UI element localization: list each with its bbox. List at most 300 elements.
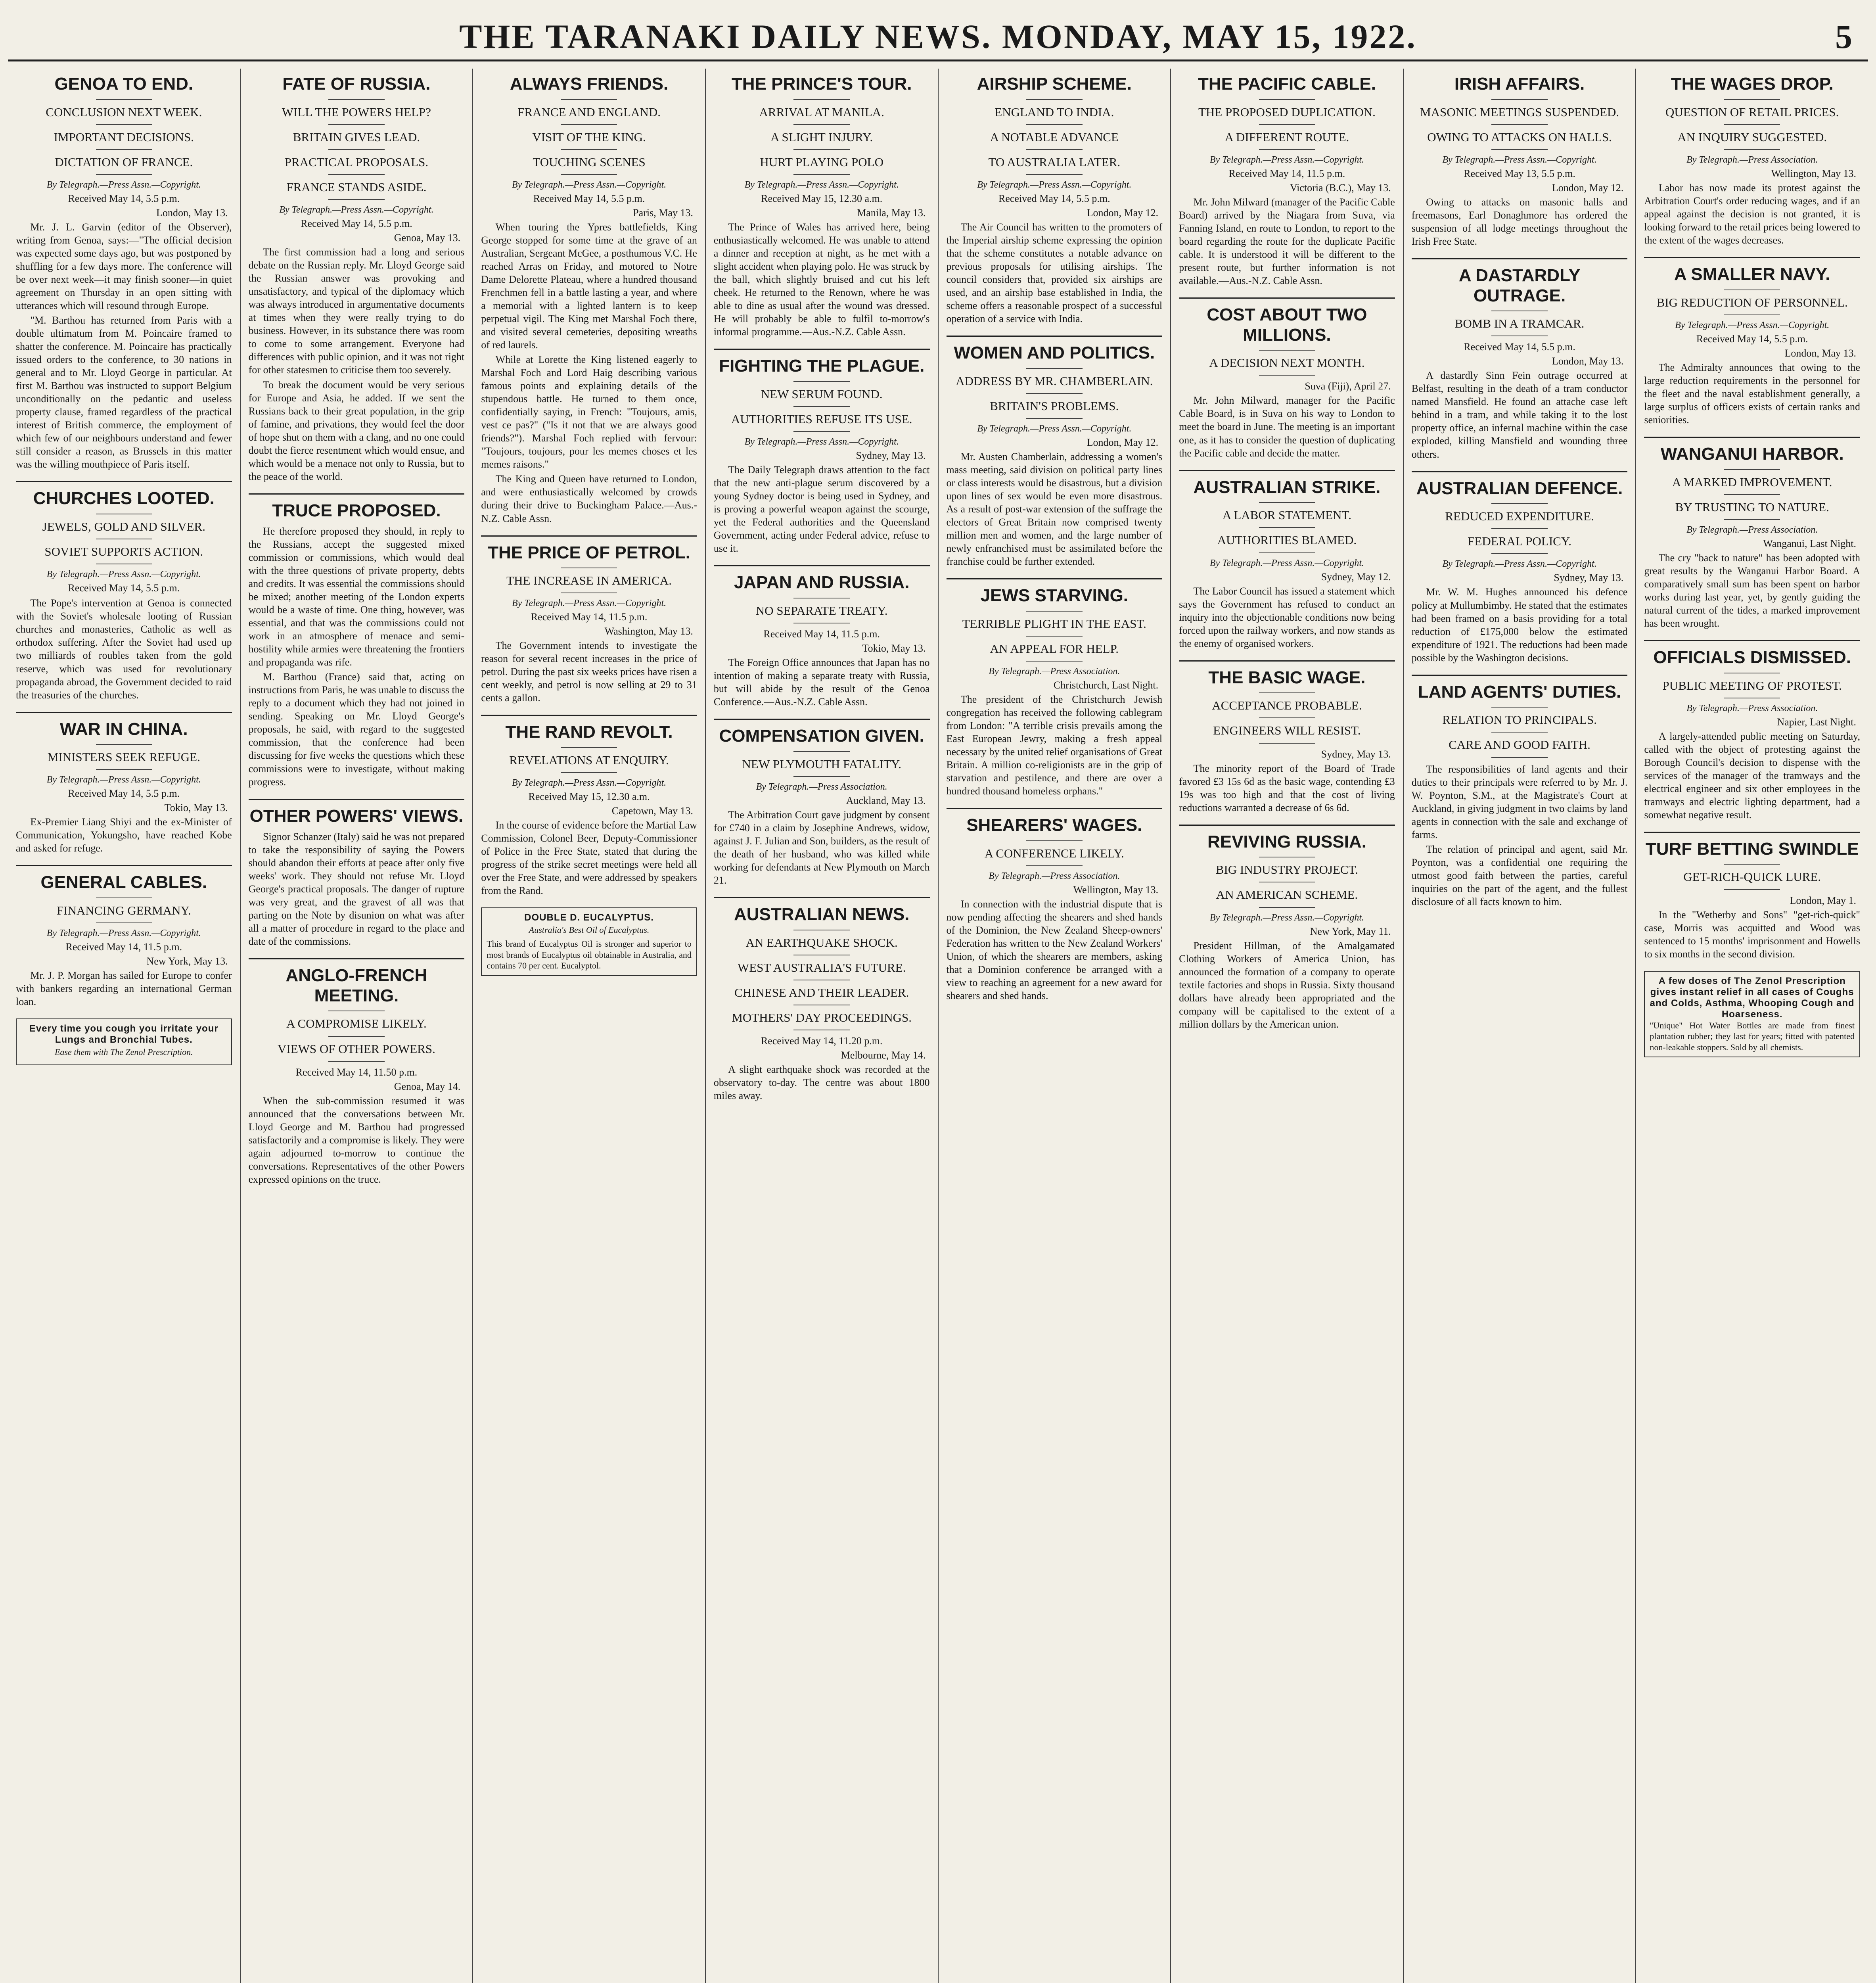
article-byline: By Telegraph.—Press Assn.—Copyright. xyxy=(1209,558,1364,568)
article-paragraph: Mr. John Milward, manager for the Pacific Cable Board, is in Suva on his way to London to meet the board in June. The meeting is an important one, as it has to consider the question of duplicating the Pacific cable and decide the matter. xyxy=(1179,395,1395,459)
article-headline: JAPAN AND RUSSIA. xyxy=(734,573,910,593)
article-received-time: Received May 14, 11.5 p.m. xyxy=(1228,167,1345,179)
article-paragraph: The Government intends to investigate the reason for several recent increases in the price of petrol. During the past six weeks prices have risen a cent weekly, and petrol is now selling at 29 to 31 cents a gallon. xyxy=(481,640,697,704)
article xyxy=(1179,74,1395,287)
article-headline: COST ABOUT TWO MILLIONS. xyxy=(1207,305,1367,345)
article xyxy=(714,74,930,338)
deck-rule xyxy=(328,174,385,175)
article-subheadline: WILL THE POWERS HELP? xyxy=(282,105,431,119)
deck-rule xyxy=(793,431,850,432)
article-dateline: New York, May 11. xyxy=(1310,925,1391,937)
deck-rule xyxy=(561,747,617,748)
article-divider xyxy=(1412,675,1628,676)
deck-rule xyxy=(1259,717,1315,718)
article-dateline: Napier, Last Night. xyxy=(1777,716,1856,728)
article xyxy=(249,799,465,948)
deck-rule xyxy=(1724,519,1780,520)
article-received-time: Received May 14, 5.5 p.m. xyxy=(68,193,180,205)
article-headline: TURF BETTING SWINDLE xyxy=(1645,839,1859,859)
article-divider xyxy=(1644,257,1860,258)
article-paragraph: He therefore proposed they should, in reply to the Russians, accept the suggested mixed commission or commissions, which would deal with the three questions of private property, debts and credits. It was essential the commissions should be mixed; another meeting of the London experts would be a waste of time. One thing, however, was essential, and that was the commissions could not work in an atmosphere of menace and semi-hostility while armies were threatening the frontiers and propaganda was rife. xyxy=(248,525,465,668)
deck-rule xyxy=(793,174,850,175)
article-headline: ALWAYS FRIENDS. xyxy=(510,74,669,94)
article-paragraph: A largely-attended public meeting on Saturday, called with the object of protesting against the Borough Council's decision to dispense with the services of the manager of the tramways and the electrical engineer and six other employees in the tramways and electric lighting department, had a somewhat negative result. xyxy=(1644,730,1860,821)
deck-rule xyxy=(1259,375,1315,376)
article-headline: THE PACIFIC CABLE. xyxy=(1198,74,1376,94)
article-headline: FIGHTING THE PLAGUE. xyxy=(719,356,925,376)
deck-rule xyxy=(96,149,152,150)
article-byline: By Telegraph.—Press Assn.—Copyright. xyxy=(1442,154,1597,165)
article-dateline: Manila, May 13. xyxy=(857,207,926,219)
article-headline: AUSTRALIAN STRIKE. xyxy=(1193,477,1381,497)
deck-rule xyxy=(1259,743,1315,744)
article-paragraph: Mr. J. L. Garvin (editor of the Observer), writing from Genoa, says:—"The official decision was expected some days ago, but was postponed by shuffling for a few days more. The conference will be over next week—it may finish sooner—in quiet agreement on Thursday in an open sitting with utterances which will resound through Europe. xyxy=(16,221,232,312)
article-subheadline: A DIFFERENT ROUTE. xyxy=(1224,130,1349,144)
article-byline: By Telegraph.—Press Association. xyxy=(1686,524,1818,535)
article xyxy=(16,865,232,1008)
article-divider xyxy=(481,535,697,537)
article-headline: ANGLO-FRENCH MEETING. xyxy=(286,966,427,1005)
article-headline: THE PRINCE'S TOUR. xyxy=(731,74,912,94)
article-subheadline: ENGLAND TO INDIA. xyxy=(995,105,1114,119)
article-paragraph: When touring the Ypres battlefields, King George stopped for some time at the grave of an Australian, Sergeant McGee, a posthumous V.C. He reached Arras on Friday, and motored to Notre Dame Delorette Plateau, where a hundred thousand Frenchmen fell in a battle lasting a year, and where a memorial with a lighted lantern is to keep perpetual vigil. The King met Marshal Foch there, and visited several cemeteries, depositing wreaths of red laurels. xyxy=(481,221,697,351)
article-headline: TRUCE PROPOSED. xyxy=(272,501,441,520)
article-headline: OFFICIALS DISMISSED. xyxy=(1653,647,1851,667)
article-dateline: Genoa, May 14. xyxy=(394,1080,461,1092)
article-dateline: Christchurch, Last Night. xyxy=(1053,679,1159,691)
deck-rule xyxy=(1491,503,1548,504)
article-byline: By Telegraph.—Press Assn.—Copyright. xyxy=(744,437,899,447)
article-divider xyxy=(947,336,1163,337)
article-paragraph: M. Barthou (France) said that, acting on instructions from Paris, he was unable to discuss the reply to a document which they had not joined in sending. Speaking on Mr. Lloyd George's proposals, he said, with regard to the suggested commission, that the conference had been discussing for five weeks the questions which these commissions were to investigate, without making progress. xyxy=(248,671,465,788)
article-divider xyxy=(947,578,1163,579)
article-headline: COMPENSATION GIVEN. xyxy=(719,726,924,746)
deck-rule xyxy=(96,922,152,923)
article-subheadline: BOMB IN A TRAMCAR. xyxy=(1454,316,1585,331)
article-divider xyxy=(1644,437,1860,438)
article-byline: By Telegraph.—Press Assn.—Copyright. xyxy=(1209,912,1364,923)
deck-rule xyxy=(793,776,850,777)
article-subheadline: PRACTICAL PROPOSALS. xyxy=(284,155,429,169)
article-divider xyxy=(1179,470,1395,471)
article-paragraph: The Daily Telegraph draws attention to the fact that the new anti-plague serum discovered by a young Sydney doctor is being used in Sydney, and is proving a powerful weapon against the scourge, yet the Federal authorities and the Queensland Government, acting under Federal advice, refuse to use it. xyxy=(713,464,930,554)
article-subheadline: VISIT OF THE KING. xyxy=(532,130,646,144)
article-subheadline: BY TRUSTING TO NATURE. xyxy=(1675,500,1829,514)
article-dateline: Tokio, May 13. xyxy=(164,802,228,814)
article-dateline: London, May 13. xyxy=(156,207,228,219)
article xyxy=(16,74,232,471)
article-subheadline: CARE AND GOOD FAITH. xyxy=(1449,738,1590,752)
article-subheadline: FINANCING GERMANY. xyxy=(56,903,191,917)
article xyxy=(481,74,697,525)
article-received-time: Received May 15, 12.30 a.m. xyxy=(528,791,650,803)
article-divider xyxy=(1644,640,1860,641)
article-dateline: Genoa, May 13. xyxy=(394,232,461,244)
article-dateline: Paris, May 13. xyxy=(633,207,693,219)
article-subheadline: FRANCE STANDS ASIDE. xyxy=(286,180,427,194)
article xyxy=(1412,258,1628,460)
article-subheadline: IMPORTANT DECISIONS. xyxy=(54,130,194,144)
article-byline: By Telegraph.—Press Assn.—Copyright. xyxy=(977,180,1132,190)
article-subheadline: PUBLIC MEETING OF PROTEST. xyxy=(1662,678,1842,692)
deck-rule xyxy=(96,744,152,745)
deck-rule xyxy=(1026,840,1083,841)
article-subheadline: CHINESE AND THEIR LEADER. xyxy=(734,986,909,1000)
article-paragraph: The Labor Council has issued a statement which says the Government has refused to conduct an inquiry into the objectionable conditions now being forced upon the railway workers, and now stands as the enemy of organised workers. xyxy=(1179,585,1395,649)
article-subheadline: AN APPEAL FOR HELP. xyxy=(990,642,1119,656)
deck-rule xyxy=(1259,124,1315,125)
column xyxy=(1171,69,1404,1983)
article-divider xyxy=(1644,832,1860,833)
columns-container xyxy=(8,69,1868,1983)
article-paragraph: The president of the Christchurch Jewish congregation has received the following cablegram from London: "A terrible crisis prevails among the East European Jewry, making a fresh appeal necessary by the united relief organisations of Great Britain. A million co-religionists are in the grip of starvation and pestilence, and there are over a hundred thousand homeless orphans." xyxy=(946,694,1163,797)
article-headline: AIRSHIP SCHEME. xyxy=(977,74,1132,94)
article-byline: By Telegraph.—Press Association. xyxy=(756,782,887,792)
article-paragraph: Owing to attacks on masonic halls and freemasons, Earl Donaghmore has ordered the suspension of all lodge meetings throughout the Irish Free State. xyxy=(1411,196,1628,247)
deck-rule xyxy=(328,1061,385,1062)
article-divider xyxy=(1412,258,1628,259)
article xyxy=(1644,640,1860,821)
deck-rule xyxy=(96,124,152,125)
deck-rule xyxy=(1724,494,1780,495)
article-byline: By Telegraph.—Press Assn.—Copyright. xyxy=(1442,559,1597,570)
article-dateline: London, May 1. xyxy=(1790,894,1856,906)
article-received-time: Received May 14, 11.50 p.m. xyxy=(295,1066,418,1078)
article-dateline: Sydney, May 13. xyxy=(856,450,926,462)
column xyxy=(1404,69,1636,1983)
article-headline: LAND AGENTS' DUTIES. xyxy=(1418,682,1621,702)
advertisement-text: This brand of Eucalyptus Oil is stronger and superior to most brands of Eucalyptus oil obtainable in Australia, and contains 70 per cent. Eucalyptol. xyxy=(487,939,692,971)
deck-rule xyxy=(561,124,617,125)
article xyxy=(1412,74,1628,248)
article-byline: By Telegraph.—Press Assn.—Copyright. xyxy=(1209,154,1364,165)
article-headline: THE PRICE OF PETROL. xyxy=(488,543,691,562)
article-byline: By Telegraph.—Press Association. xyxy=(989,666,1120,677)
article-subheadline: RELATION TO PRINCIPALS. xyxy=(1442,713,1597,727)
article-byline: By Telegraph.—Press Assn.—Copyright. xyxy=(512,778,667,788)
article-paragraph: Mr. W. M. Hughes announced his defence policy at Mullumbimby. He stated that the estimates had been framed on a basis providing for a total reduction of £175,000 below the estimated expenditure of 1921. The reductions had been made possible by the Washington decisions. xyxy=(1411,586,1628,664)
deck-rule xyxy=(793,406,850,407)
deck-rule xyxy=(1026,149,1083,150)
article-dateline: London, May 12. xyxy=(1087,207,1159,219)
article-paragraph: The relation of principal and agent, said Mr. Poynton, was a confidential one requiring the utmost good faith between the parties, careful inquiries on the part of the agent, and the fullest disclosure of all facts known to him. xyxy=(1411,843,1628,907)
article-subheadline: ACCEPTANCE PROBABLE. xyxy=(1212,698,1362,713)
article xyxy=(714,719,930,887)
deck-rule xyxy=(1026,611,1083,612)
advertisement-subtitle: Australia's Best Oil of Eucalyptus. xyxy=(529,925,650,935)
deck-rule xyxy=(1026,99,1083,100)
advertisement-subtitle: Ease them with The Zenol Prescription. xyxy=(54,1047,193,1057)
article-subheadline: VIEWS OF OTHER POWERS. xyxy=(278,1041,435,1056)
article-headline: A SMALLER NAVY. xyxy=(1674,265,1830,284)
article-divider xyxy=(714,565,930,566)
article-subheadline: BRITAIN GIVES LEAD. xyxy=(293,130,420,144)
article-dateline: Tokio, May 13. xyxy=(862,642,926,654)
article-byline: By Telegraph.—Press Association. xyxy=(989,871,1120,882)
article-subheadline: ENGINEERS WILL RESIST. xyxy=(1213,723,1361,738)
article-dateline: Sydney, May 13. xyxy=(1321,748,1391,760)
article-subheadline: BIG INDUSTRY PROJECT. xyxy=(1215,863,1358,877)
column xyxy=(241,69,473,1983)
deck-rule xyxy=(793,751,850,752)
article xyxy=(249,493,465,788)
article xyxy=(1179,470,1395,650)
article-paragraph: In the "Wetherby and Sons" "get-rich-quick" case, Morris was acquitted and Wood was sentenced to 15 months' imprisonment and Howells to six months in the second division. xyxy=(1644,909,1860,960)
deck-rule xyxy=(1026,636,1083,637)
article xyxy=(16,481,232,701)
article-paragraph: The Foreign Office announces that Japan has no intention of making a separate treaty with Russia, but will abide by the result of the Genoa Conference.—Aus.-N.Z. Cable Assn. xyxy=(713,657,930,708)
article-paragraph: When the sub-commission resumed it was announced that the conversations between Mr. Lloyd George and M. Barthou had progressed satisfactorily and a compromise is likely. They were again adjourned to-morrow to continue the conversations. Representatives of the other Powers expressed opinions on the truce. xyxy=(248,1095,465,1185)
article-subheadline: AUTHORITIES BLAMED. xyxy=(1217,533,1357,547)
deck-rule xyxy=(328,124,385,125)
deck-rule xyxy=(1491,732,1548,733)
article-received-time: Received May 14, 5.5 p.m. xyxy=(998,193,1110,205)
deck-rule xyxy=(328,149,385,150)
deck-rule xyxy=(1491,149,1548,150)
deck-rule xyxy=(793,149,850,150)
article xyxy=(947,336,1163,568)
article-subheadline: HURT PLAYING POLO xyxy=(760,155,883,169)
deck-rule xyxy=(1724,889,1780,890)
article-subheadline: A LABOR STATEMENT. xyxy=(1222,508,1351,522)
article-paragraph: Mr. John Milward (manager of the Pacific Cable Board) arrived by the Niagara from Suva, via Fanning Island, en route to London, to report to the board regarding the route for the duplicate Pacific cable. It is understood it will be different to the present route, but further information is not available.—Aus.-N.Z. Cable Assn. xyxy=(1179,196,1395,287)
article-paragraph: The minority report of the Board of Trade favored £3 15s 6d as the basic wage, contending £3 19s was too high and that the cost of living reductions warranted a decrease of 6s 6d. xyxy=(1179,762,1395,813)
article-subheadline: ADDRESS BY MR. CHAMBERLAIN. xyxy=(956,374,1153,388)
article-dateline: Sydney, May 12. xyxy=(1321,571,1391,583)
article-headline: GENERAL CABLES. xyxy=(40,873,207,892)
article-headline: CHURCHES LOOTED. xyxy=(33,489,215,508)
column xyxy=(8,69,241,1983)
article-headline: THE WAGES DROP. xyxy=(1671,74,1834,94)
article-subheadline: ARRIVAL AT MANILA. xyxy=(759,105,884,119)
article-received-time: Received May 14, 11.5 p.m. xyxy=(531,611,648,623)
article-dateline: Capetown, May 13. xyxy=(611,805,693,817)
article-paragraph: While at Lorette the King listened eagerly to Marshal Foch and Lord Haig describing various famous points and explaining details of the stupendous battle. He turned to them once, confidentially saying, in French: "Toujours, amis, vest ce pas?" ("Is it not that we are always good friends?"). Marshal Foch replied with fervour: "Toujours, toujours, pour les memes choses et les memes raisons." xyxy=(481,354,697,470)
article xyxy=(947,808,1163,1002)
article-byline: By Telegraph.—Press Assn.—Copyright. xyxy=(279,205,434,215)
deck-rule xyxy=(1491,99,1548,100)
deck-rule xyxy=(328,1036,385,1037)
deck-rule xyxy=(561,174,617,175)
article-dateline: Wellington, May 13. xyxy=(1073,884,1159,896)
article-headline: JEWS STARVING. xyxy=(980,586,1129,606)
article-divider xyxy=(481,715,697,716)
article-paragraph: Mr. J. P. Morgan has sailed for Europe to confer with bankers regarding an international German loan. xyxy=(16,970,232,1008)
deck-rule xyxy=(1724,149,1780,150)
article-paragraph: President Hillman, of the Amalgamated Clothing Workers of America Union, has announced the formation of a company to operate textile factories and shops in Russia. Sixty thousand dollars have already been appropriated and the company will be capitalised to the extent of a million dollars by the American union. xyxy=(1179,940,1395,1030)
column xyxy=(473,69,706,1983)
article-divider xyxy=(249,958,465,959)
article xyxy=(1644,832,1860,961)
deck-rule xyxy=(96,99,152,100)
article-subheadline: A MARKED IMPROVEMENT. xyxy=(1672,475,1832,489)
masthead xyxy=(8,0,1868,61)
column xyxy=(1636,69,1868,1983)
deck-rule xyxy=(561,149,617,150)
column xyxy=(939,69,1171,1983)
article-headline: OTHER POWERS' VIEWS. xyxy=(249,806,464,826)
deck-rule xyxy=(1026,418,1083,419)
deck-rule xyxy=(1491,757,1548,758)
article-dateline: London, May 12. xyxy=(1552,182,1624,194)
article-received-time: Received May 14, 11.5 p.m. xyxy=(65,941,182,953)
deck-rule xyxy=(1724,469,1780,470)
article-dateline: Melbourne, May 14. xyxy=(841,1049,926,1061)
article-dateline: New York, May 13. xyxy=(146,955,228,967)
article-subheadline: DICTATION OF FRANCE. xyxy=(55,155,193,169)
article-divider xyxy=(1412,471,1628,472)
deck-rule xyxy=(561,772,617,773)
article-byline: By Telegraph.—Press Assn.—Copyright. xyxy=(46,180,201,190)
deck-rule xyxy=(1026,393,1083,394)
article-dateline: Victoria (B.C.), May 13. xyxy=(1290,182,1391,194)
article xyxy=(714,565,930,708)
article-divider xyxy=(16,481,232,482)
article-byline: By Telegraph.—Press Assn.—Copyright. xyxy=(512,598,667,609)
deck-rule xyxy=(1026,865,1083,866)
article xyxy=(714,349,930,555)
article-divider xyxy=(249,799,465,800)
article-received-time: Received May 14, 11.5 p.m. xyxy=(763,628,880,640)
article-subheadline: FRANCE AND ENGLAND. xyxy=(517,105,661,119)
article-paragraph: The cry "back to nature" has been adopted with great results by the Wanganui Harbor Board. A comparatively small sum has been spent on harbor works during last year, yet, by gently guiding the natural current of the tides, a marked improvement has been wrought. xyxy=(1644,552,1860,629)
article-subheadline: NEW SERUM FOUND. xyxy=(761,387,883,401)
article-subheadline: BIG REDUCTION OF PERSONNEL. xyxy=(1656,295,1848,309)
article-received-time: Received May 14, 5.5 p.m. xyxy=(1696,333,1808,345)
article-paragraph: The Admiralty announces that owing to the large reduction requirements in the personnel for the fleet and the naval establishment generally, a large surplus of officers exists of certain ranks and seniorities. xyxy=(1644,361,1860,426)
article-paragraph: To break the document would be very serious for Europe and Asia, he added. If we sent the Russians back to their great population, in the grip of famine, and privations, they would feel the door of hope shut on them with a clang, and no one could doubt the fierce resentment which would ensue, and which would be a menace not only to Russia, but to the peace of the world. xyxy=(248,379,465,482)
article-subheadline: MASONIC MEETINGS SUSPENDED. xyxy=(1420,105,1619,119)
article-dateline: Wellington, May 13. xyxy=(1771,167,1856,179)
article-headline: THE RAND REVOLT. xyxy=(505,722,673,742)
article xyxy=(1179,660,1395,814)
article-subheadline: CONCLUSION NEXT WEEK. xyxy=(46,105,202,119)
deck-rule xyxy=(328,99,385,100)
article-paragraph: In connection with the industrial dispute that is now pending affecting the shearers and shed hands of the Dominion, the New Zealand Sheep-owners' Federation has written to the New Zealand Workers' Union, of which the shearers are members, asking that a Dominion conference be arranged with a view to reaching an agreement for a new award for shearers and shed hands. xyxy=(946,898,1163,1002)
deck-rule xyxy=(1026,368,1083,369)
article-dateline: Suva (Fiji), April 27. xyxy=(1305,380,1391,392)
article-dateline: London, May 13. xyxy=(1784,347,1856,359)
article-subheadline: AN INQUIRY SUGGESTED. xyxy=(1677,130,1827,144)
article-byline: By Telegraph.—Press Association. xyxy=(1686,703,1818,713)
article-subheadline: BRITAIN'S PROBLEMS. xyxy=(990,399,1119,413)
article-divider xyxy=(714,349,930,350)
article-received-time: Received May 14, 11.20 p.m. xyxy=(761,1035,883,1047)
article-subheadline: SOVIET SUPPORTS ACTION. xyxy=(44,545,203,559)
advertisement xyxy=(481,907,697,976)
article-paragraph: Mr. Austen Chamberlain, addressing a women's mass meeting, said division on political party lines or class interests would be disastrous, but a division upon lines of sex would be even more disastrous. As a result of post-war extension of the suffrage the electors of Great Britain now comprised twenty million men and women, and the large number of newly enfranchised must be assimilated before the franchise could be further extended. xyxy=(946,451,1163,568)
advertisement-title: Every time you cough you irritate your Lungs and Bronchial Tubes. xyxy=(29,1023,218,1045)
deck-rule xyxy=(1259,692,1315,693)
deck-rule xyxy=(1259,527,1315,528)
article-paragraph: The Prince of Wales has arrived here, being enthusiastically welcomed. He was unable to attend a dinner and reception at night, as he met with a slight accident when playing polo. He was struck by the ball, which slightly bruised and cut his left cheek. He returned to the Renown, where he was able to dine as usual after the wound was dressed. He will probably be able to fulfil to-morrow's informal programme.—Aus.-N.Z. Cable Assn. xyxy=(713,221,930,338)
column xyxy=(706,69,939,1983)
deck-rule xyxy=(1491,553,1548,554)
article-byline: By Telegraph.—Press Assn.—Copyright. xyxy=(46,569,201,580)
article-paragraph: The Pope's intervention at Genoa is connected with the Soviet's wholesale looting of Russian churches and monasteries, Catholic as well as orthodox suffering. After the Soviet had used up two milliards of roubles taken from the gold reserve, which was used for revolutionary propaganda abroad, the Government decided to raid the treasuries of the churches. xyxy=(16,597,232,701)
deck-rule xyxy=(1026,124,1083,125)
article-paragraph: Ex-Premier Liang Shiyi and the ex-Minister of Communication, Yokungsho, have reached Kobe and asked for refuge. xyxy=(16,816,232,854)
deck-rule xyxy=(328,199,385,200)
article xyxy=(947,74,1163,325)
deck-rule xyxy=(1259,552,1315,553)
article xyxy=(481,715,697,897)
article-headline: AUSTRALIAN DEFENCE. xyxy=(1416,478,1623,498)
article-headline: WOMEN AND POLITICS. xyxy=(954,343,1155,363)
article-received-time: Received May 14, 5.5 p.m. xyxy=(301,218,412,230)
article-subheadline: TO AUSTRALIA LATER. xyxy=(988,155,1121,169)
article-subheadline: REVELATIONS AT ENQUIRY. xyxy=(509,753,669,767)
deck-rule xyxy=(1724,99,1780,100)
article-paragraph: The Air Council has written to the promoters of the Imperial airship scheme expressing the opinion that the scheme constitutes a notable advance on previous proposals for utilising airships. The council considers that, provided six airships are used, and an airship base established in India, the scheme offers a reasonable prospect of a successful operation of a service with India. xyxy=(946,221,1163,325)
article-subheadline: JEWELS, GOLD AND SILVER. xyxy=(42,520,205,534)
deck-rule xyxy=(1259,149,1315,150)
article-subheadline: AN AMERICAN SCHEME. xyxy=(1216,888,1358,902)
advertisement xyxy=(16,1018,232,1065)
article-subheadline: THE INCREASE IN AMERICA. xyxy=(506,573,672,588)
article-subheadline: REDUCED EXPENDITURE. xyxy=(1445,509,1594,524)
article-subheadline: WEST AUSTRALIA'S FUTURE. xyxy=(737,960,906,974)
article-byline: By Telegraph.—Press Assn.—Copyright. xyxy=(1675,320,1830,330)
deck-rule xyxy=(793,381,850,382)
article-paragraph: The King and Queen have returned to London, and were enthusiastically welcomed by crowds during their drive to Buckingham Palace.—Aus.-N.Z. Cable Assn. xyxy=(481,473,697,524)
deck-rule xyxy=(1724,864,1780,865)
article-subheadline: A SLIGHT INJURY. xyxy=(770,130,873,144)
deck-rule xyxy=(793,99,850,100)
article-paragraph: The Arbitration Court gave judgment by consent for £740 in a claim by Josephine Andrews, widow, against J. F. Julian and Son, builders, as the result of the death of her husband, who was killed while working for defendants at New Plymouth on March 21. xyxy=(713,809,930,886)
deck-rule xyxy=(1026,661,1083,662)
article-headline: IRISH AFFAIRS. xyxy=(1454,74,1585,94)
article-subheadline: NO SEPARATE TREATY. xyxy=(755,603,888,618)
article-subheadline: OWING TO ATTACKS ON HALLS. xyxy=(1427,130,1612,144)
article-headline: GENOA TO END. xyxy=(54,74,194,94)
article-subheadline: QUESTION OF RETAIL PRICES. xyxy=(1665,105,1839,119)
deck-rule xyxy=(96,174,152,175)
article-subheadline: A CONFERENCE LIKELY. xyxy=(984,846,1124,861)
article-divider xyxy=(16,865,232,866)
article-paragraph: The first commission had a long and serious debate on the Russian reply. Mr. Lloyd George said the Russian answer was provoking and unsatisfactory, and typical of the diplomacy which was always introduced in argumentative documents at times when they were really trying to do business. However, in its substance there was room to come to some arrangement. Everyone had differences with public opinion, and it was not right for other statesmen to criticise them too severely. xyxy=(248,246,465,376)
article-paragraph: "M. Barthou has returned from Paris with a double ultimatum from M. Poincaire framed to shatter the conference. M. Poincaire has practically issued orders to the conference, to 30 nations in general and to Mr. Lloyd George in particular. At first M. Barthou was instructed to support Belgium unconditionally on the pedantic and useless property clause, framed regardless of the practical interest of British commerce, the employment of which few of our neighbours understand and fewer still consider a reason, as Brussels in this matter was the willing mouthpiece of Paris itself. xyxy=(16,315,232,470)
article xyxy=(1644,74,1860,247)
article-subheadline: NEW PLYMOUTH FATALITY. xyxy=(742,757,902,771)
article xyxy=(249,958,465,1186)
advertisement-title: DOUBLE D. EUCALYPTUS. xyxy=(524,912,654,923)
article-divider xyxy=(249,493,465,495)
article-subheadline: A NOTABLE ADVANCE xyxy=(990,130,1119,144)
article-subheadline: TOUCHING SCENES xyxy=(533,155,646,169)
article xyxy=(16,712,232,855)
deck-rule xyxy=(1259,502,1315,503)
article-paragraph: Labor has now made its protest against the Arbitration Court's order reducing wages, and if an appeal against the decision is not granted, it is looking forward to the retail prices being lowered to the extent of the wages decreases. xyxy=(1644,182,1860,246)
article-paragraph: Signor Schanzer (Italy) said he was not prepared to take the responsibility of saying the Powers should abandon their efforts at peace after only five weeks' work. They should not refuse Mr. Lloyd George's practical proposals. The danger of rupture was very great, and the gravest of all was that parting on the Note by disunion on what was after all a matter of procedure in regard to the place and date of the commissions. xyxy=(248,831,465,947)
article-byline: By Telegraph.—Press Assn.—Copyright. xyxy=(512,180,667,190)
article-divider xyxy=(16,712,232,713)
deck-rule xyxy=(1259,907,1315,908)
article xyxy=(947,578,1163,798)
article-byline: By Telegraph.—Press Assn.—Copyright. xyxy=(744,180,899,190)
article-dateline: Wanganui, Last Night. xyxy=(1763,537,1856,549)
article-paragraph: The responsibilities of land agents and their duties to their principals were referred to by Mr. J. W. Poynton, S.M., at the Magistrate's Court at Auckland, in giving judgment in two claims by land agents in connection with the sale and exchange of farms. xyxy=(1411,763,1628,840)
article-headline: THE BASIC WAGE. xyxy=(1208,667,1366,687)
article-dateline: Washington, May 13. xyxy=(604,625,693,637)
article-divider xyxy=(714,719,930,720)
article xyxy=(1644,437,1860,630)
advertisement-title: A few doses of The Zenol Prescription gives instant relief in all cases of Coughs and Colds, Asthma, Whooping Cough and Hoarseness. xyxy=(1650,975,1855,1020)
article-received-time: Received May 14, 5.5 p.m. xyxy=(533,193,645,205)
article-subheadline: A COMPROMISE LIKELY. xyxy=(286,1016,427,1031)
deck-rule xyxy=(1491,124,1548,125)
article-headline: REVIVING RUSSIA. xyxy=(1207,832,1366,852)
